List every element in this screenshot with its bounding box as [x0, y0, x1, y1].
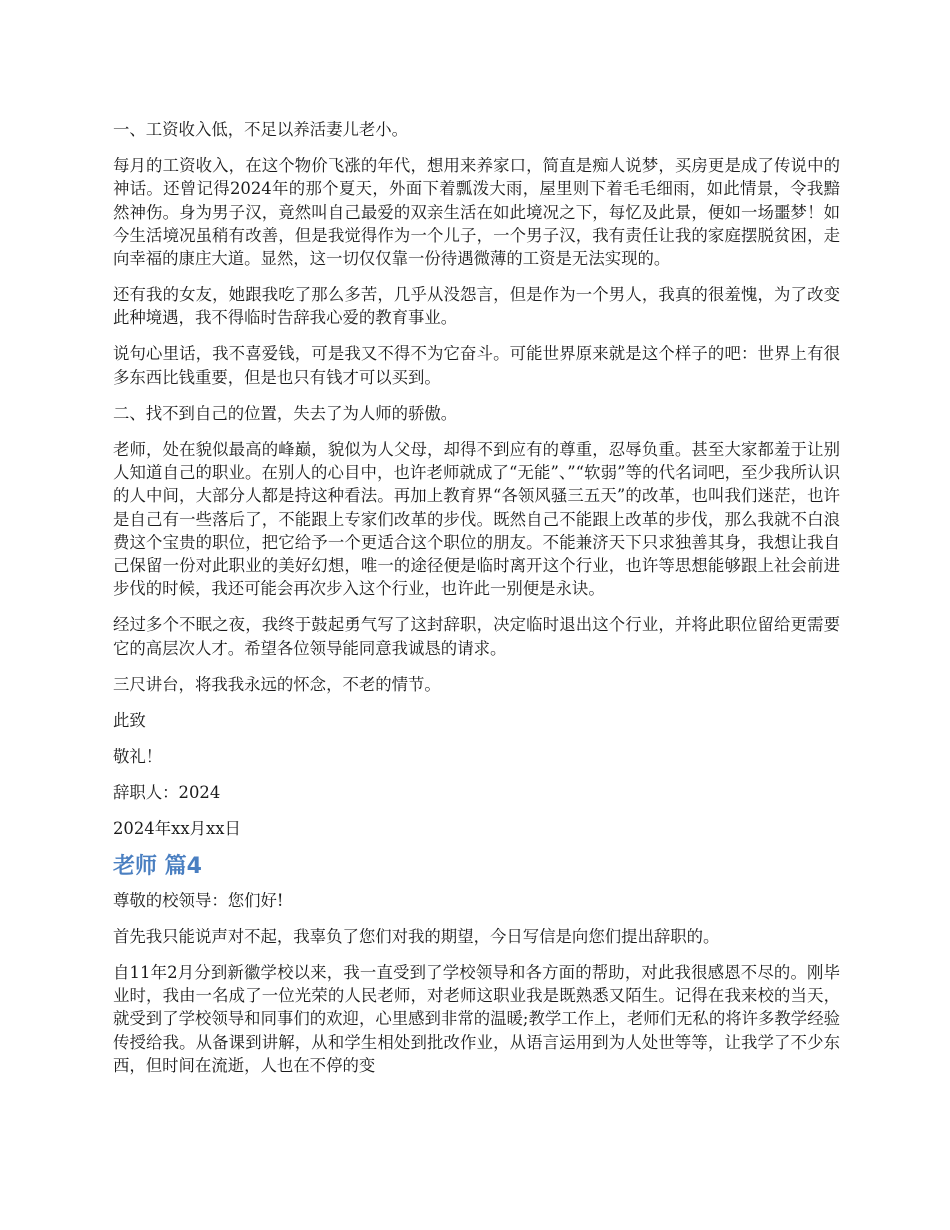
paragraph-girlfriend: 还有我的女友，她跟我吃了那么多苦，几乎从没怨言，但是作为一个男人，我真的很羞愧，为了改变此种境遇，我不得临时告辞我心爱的教育事业。 — [113, 285, 840, 328]
closing-cizhi: 此致 — [113, 710, 146, 730]
closing-jingli: 敬礼！ — [113, 746, 163, 766]
salutation: 尊敬的校领导：您们好! — [113, 890, 284, 910]
signature-date: 2024年xx月xx日 — [113, 818, 241, 838]
paragraph-money: 说句心里话，我不喜爱钱，可是我又不得不为它奋斗。可能世界原来就是这个样子的吧：世界上有很多东西比钱重要，但是也只有钱才可以买到。 — [113, 344, 840, 387]
signature-resigner: 辞职人：2024 — [113, 782, 221, 802]
section-heading-1: 一、工资收入低，不足以养活妻儿老小。 — [113, 120, 409, 139]
paragraph-salary: 每月的工资收入，在这个物价飞涨的年代，想用来养家口，简直是痴人说梦，买房更是成了传说中的神话。还曾记得2024年的那个夏天，外面下着瓢泼大雨，屋里则下着毛毛细雨，如此情景，令我黯然神伤。身为男子汉，竟然叫自己最爱的双亲生活在如此境况之下，每忆及此景，便如一场噩梦！如今生活境况虽稍有改善，但是我觉得作为一个儿子，一个男子汉，我有责任让我的家庭摆脱贫困，走向幸福的康庄大道。显然，这一切仅仅靠一份待遇微薄的工资是无法实现的。 — [113, 155, 840, 269]
paragraph-teacher-status: 老师，处在貌似最高的峰巅，貌似为人父母，却得不到应有的尊重，忍辱负重。甚至大家都羞于让别人知道自己的职业。在别人的心目中，也许老师就成了“无能”、”“软弱”等的代名词吧，至少我所认识的人中间，大部分人都是持这种看法。再加上教育界“各领风骚三五天”的改革，也叫我们迷茫，也许是自己有一些落后了，不能跟上专家们改革的步伐。既然自己不能跟上改革的步伐，那么我就不白浪费这个宝贵的职位，把它给予一个更适合这个职位的朋友。不能兼济天下只求独善其身，我想让我自己保留一份对此职业的美好幻想，唯一的途径便是临时离开这个行业，也许等思想能够跟上社会前进步伐的时候，我还可能会再次步入这个行业，也许此一别便是永诀。 — [113, 439, 840, 599]
paragraph-apology: 首先我只能说声对不起，我辜负了您们对我的期望，今日写信是向您们提出辞职的。 — [113, 926, 720, 946]
paragraph-decision: 经过多个不眠之夜，我终于鼓起勇气写了这封辞职，决定临时退出这个行业，并将此职位留给更需要它的高层次人才。希望各位领导能同意我诚恳的请求。 — [113, 615, 840, 658]
paragraph-podium: 三尺讲台，将我我永远的怀念，不老的情节。 — [113, 674, 441, 694]
section-title-teacher-4: 老师 篇4 — [113, 853, 202, 879]
section-heading-2: 二、找不到自己的位置，失去了为人师的骄傲。 — [113, 403, 458, 423]
document-page — [113, 118, 840, 1090]
paragraph-history: 自11年2月分到新徽学校以来，我一直受到了学校领导和各方面的帮助，对此我很感恩不尽的。刚毕业时，我由一名成了一位光荣的人民老师，对老师这职业我是既熟悉又陌生。记得在我来校的当天，就受到了学校领导和同事们的欢迎，心里感到非常的温暖;教学工作上，老师们无私的将许多教学经验传授给我。从备课到讲解，从和学生相处到批改作业，从语言运用到为人处世等等，让我学了不少东西，但时间在流逝，人也在不停的变 — [113, 962, 840, 1075]
